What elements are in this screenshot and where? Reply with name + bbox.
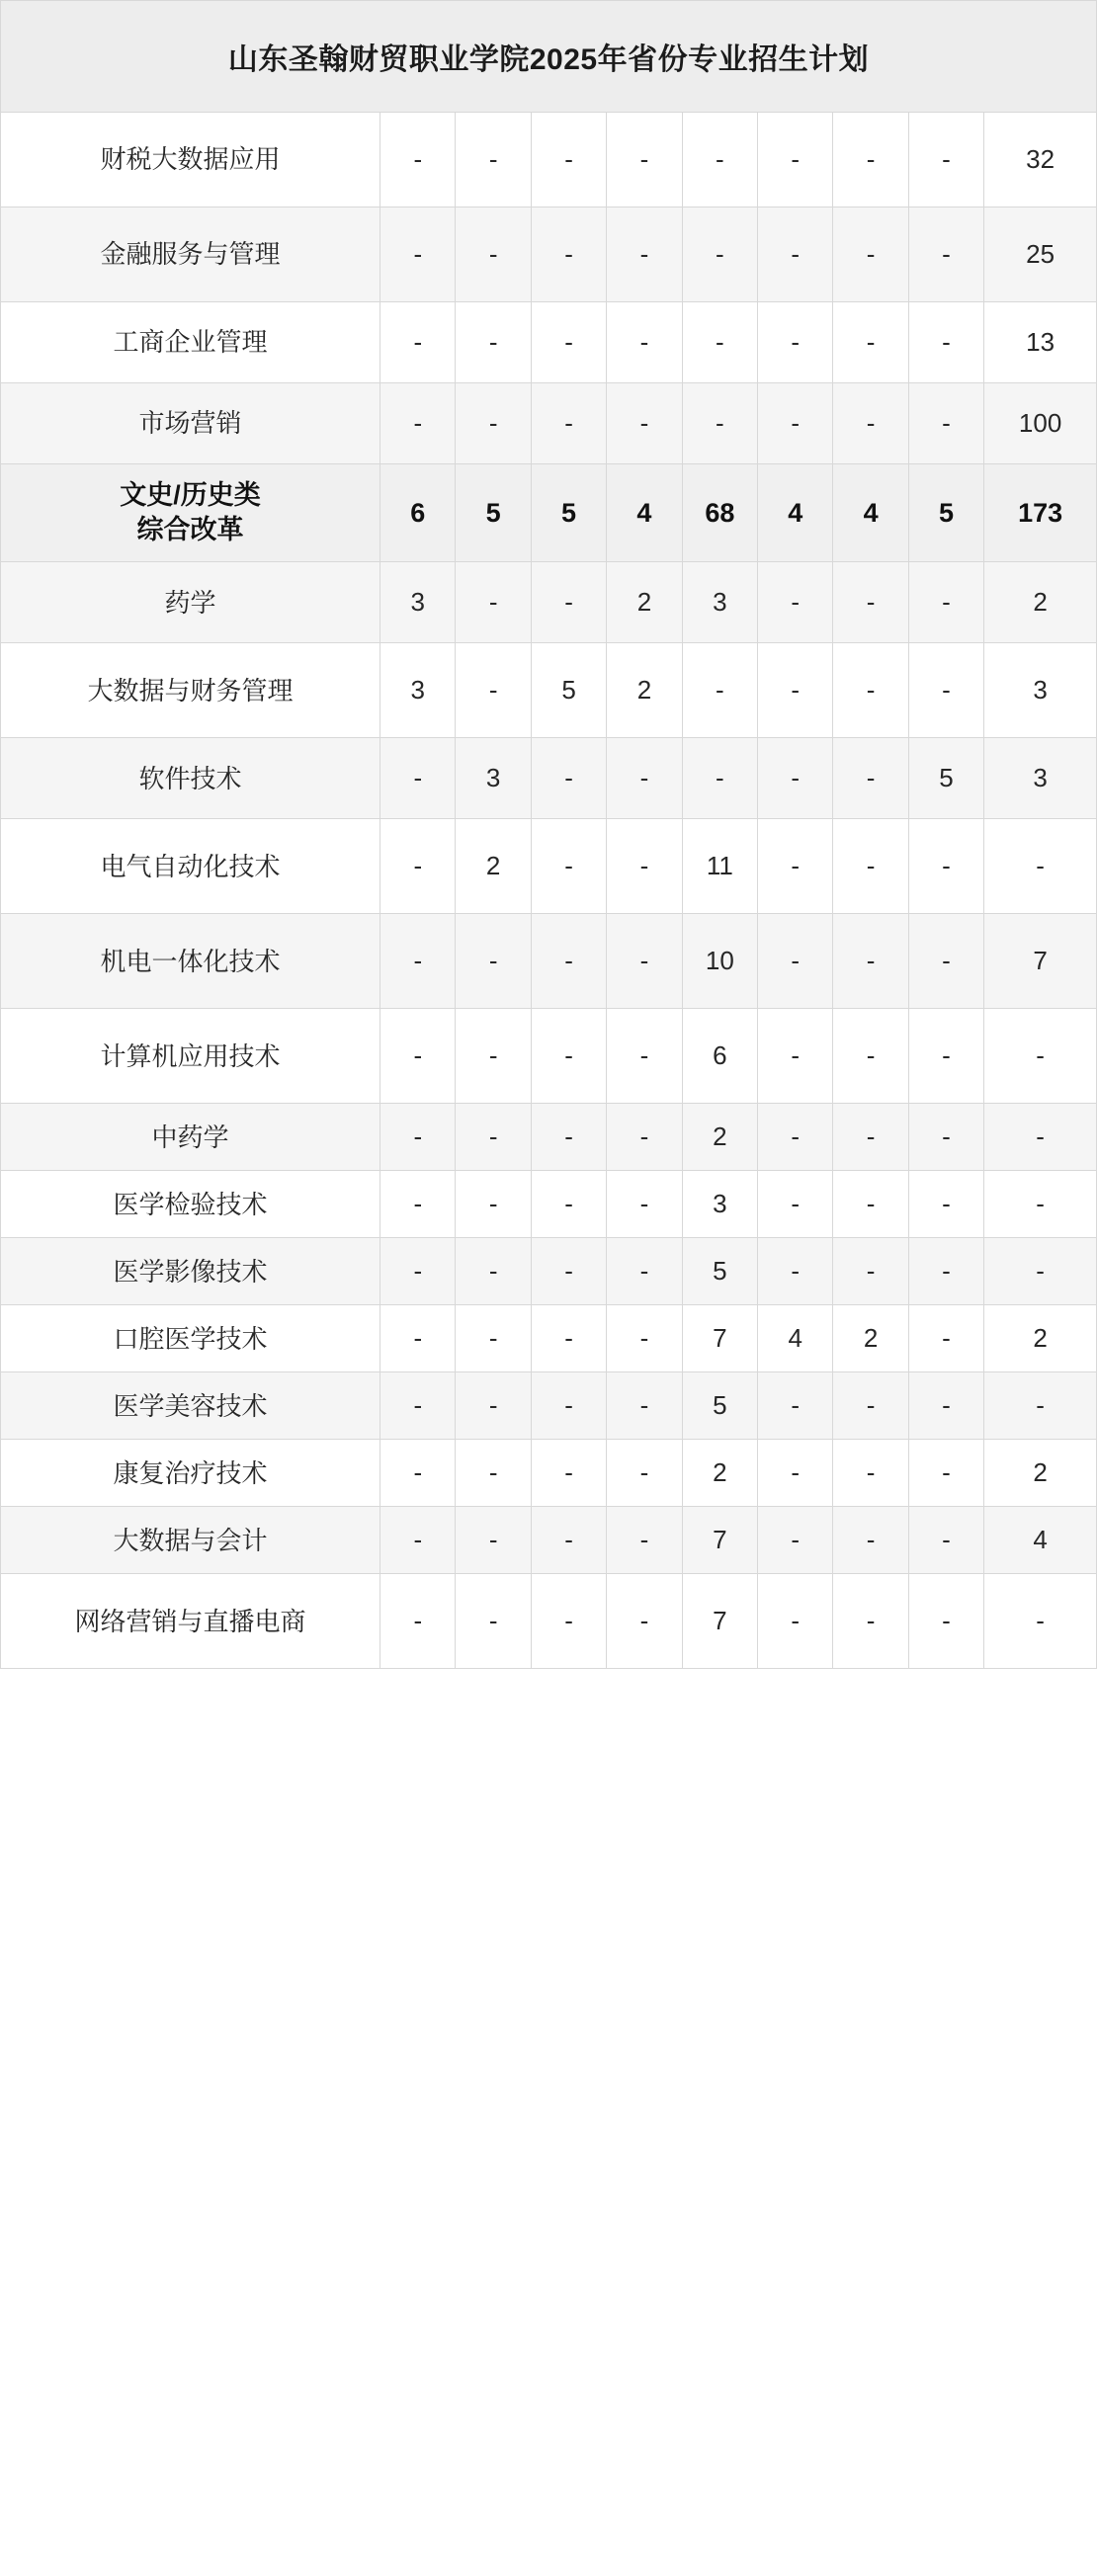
- plan-value-cell: -: [833, 208, 908, 302]
- major-name-cell: 药学: [1, 562, 380, 643]
- plan-value-cell: -: [908, 208, 983, 302]
- plan-value-cell: 6: [682, 1009, 757, 1104]
- plan-value-cell: 3: [682, 562, 757, 643]
- plan-value-cell: -: [531, 819, 606, 914]
- plan-value-cell: -: [607, 1171, 682, 1238]
- table-title-row: [1, 1, 1097, 113]
- major-name-cell: 医学美容技术: [1, 1372, 380, 1440]
- plan-value-cell: 2: [984, 1305, 1097, 1372]
- plan-value-cell: -: [456, 643, 531, 738]
- plan-value-cell: -: [682, 113, 757, 208]
- plan-value-cell: -: [908, 1372, 983, 1440]
- plan-value-cell: 2: [682, 1104, 757, 1171]
- plan-value-cell: -: [758, 1104, 833, 1171]
- plan-value-cell: -: [833, 1440, 908, 1507]
- plan-value-cell: 7: [984, 914, 1097, 1009]
- page-title: 山东圣翰财贸职业学院2025年省份专业招生计划: [1, 1, 1097, 113]
- plan-value-cell: -: [833, 1372, 908, 1440]
- plan-value-cell: 5: [682, 1372, 757, 1440]
- plan-value-cell: 10: [682, 914, 757, 1009]
- plan-value-cell: -: [758, 1574, 833, 1669]
- plan-value-cell: -: [380, 113, 456, 208]
- plan-value-cell: 5: [908, 738, 983, 819]
- plan-value-cell: -: [607, 914, 682, 1009]
- plan-value-cell: -: [758, 383, 833, 464]
- plan-value-cell: 4: [984, 1507, 1097, 1574]
- plan-value-cell: -: [758, 1171, 833, 1238]
- table-row: [1, 208, 1097, 302]
- plan-value-cell: -: [380, 738, 456, 819]
- plan-value-cell: -: [456, 1507, 531, 1574]
- plan-value-cell: -: [833, 1238, 908, 1305]
- plan-value-cell: -: [984, 819, 1097, 914]
- plan-value-cell: -: [380, 1305, 456, 1372]
- plan-value-cell: -: [682, 643, 757, 738]
- plan-value-cell: -: [908, 1009, 983, 1104]
- plan-value-cell: -: [607, 1009, 682, 1104]
- plan-value-cell: -: [607, 208, 682, 302]
- plan-value-cell: -: [380, 302, 456, 383]
- table-row: [1, 1372, 1097, 1440]
- major-name-cell: 机电一体化技术: [1, 914, 380, 1009]
- plan-value-cell: -: [380, 1507, 456, 1574]
- plan-value-cell: -: [833, 1507, 908, 1574]
- plan-value-cell: 7: [682, 1305, 757, 1372]
- plan-value-cell: -: [531, 738, 606, 819]
- plan-value-cell: -: [833, 1574, 908, 1669]
- plan-value-cell: -: [531, 1009, 606, 1104]
- table-row: [1, 464, 1097, 562]
- plan-value-cell: 68: [682, 464, 757, 562]
- major-name-cell: 文史/历史类 综合改革: [1, 464, 380, 562]
- plan-value-cell: -: [682, 738, 757, 819]
- plan-value-cell: 6: [380, 464, 456, 562]
- plan-value-cell: 4: [758, 464, 833, 562]
- plan-value-cell: -: [833, 914, 908, 1009]
- plan-value-cell: -: [607, 1440, 682, 1507]
- table-body: [1, 1, 1097, 1669]
- plan-value-cell: -: [984, 1171, 1097, 1238]
- plan-value-cell: -: [758, 562, 833, 643]
- table-row: [1, 1507, 1097, 1574]
- plan-value-cell: 2: [984, 1440, 1097, 1507]
- plan-value-cell: -: [908, 302, 983, 383]
- plan-value-cell: -: [456, 1009, 531, 1104]
- plan-value-cell: -: [531, 1574, 606, 1669]
- table-row: [1, 113, 1097, 208]
- plan-value-cell: -: [758, 643, 833, 738]
- plan-value-cell: 5: [531, 464, 606, 562]
- table-row: [1, 1238, 1097, 1305]
- major-name-cell: 财税大数据应用: [1, 113, 380, 208]
- plan-value-cell: -: [456, 914, 531, 1009]
- plan-value-cell: -: [984, 1372, 1097, 1440]
- plan-value-cell: -: [833, 383, 908, 464]
- plan-value-cell: 4: [833, 464, 908, 562]
- major-name-cell: 医学影像技术: [1, 1238, 380, 1305]
- plan-value-cell: -: [833, 562, 908, 643]
- plan-value-cell: -: [607, 1104, 682, 1171]
- plan-value-cell: -: [531, 1507, 606, 1574]
- table-row: [1, 914, 1097, 1009]
- plan-value-cell: 3: [380, 562, 456, 643]
- plan-value-cell: 5: [531, 643, 606, 738]
- plan-value-cell: 7: [682, 1507, 757, 1574]
- plan-value-cell: -: [758, 819, 833, 914]
- plan-value-cell: -: [758, 914, 833, 1009]
- plan-value-cell: -: [682, 383, 757, 464]
- plan-value-cell: -: [531, 1171, 606, 1238]
- plan-value-cell: 5: [908, 464, 983, 562]
- table-row: [1, 1104, 1097, 1171]
- plan-value-cell: 2: [984, 562, 1097, 643]
- plan-value-cell: 7: [682, 1574, 757, 1669]
- plan-value-cell: 3: [456, 738, 531, 819]
- plan-value-cell: -: [456, 1238, 531, 1305]
- plan-value-cell: -: [984, 1574, 1097, 1669]
- major-name-cell: 市场营销: [1, 383, 380, 464]
- plan-value-cell: -: [607, 302, 682, 383]
- plan-value-cell: -: [833, 819, 908, 914]
- plan-value-cell: -: [380, 1171, 456, 1238]
- plan-value-cell: 2: [607, 643, 682, 738]
- plan-value-cell: -: [456, 1440, 531, 1507]
- plan-value-cell: -: [908, 383, 983, 464]
- plan-value-cell: -: [456, 383, 531, 464]
- plan-value-cell: -: [607, 1238, 682, 1305]
- plan-value-cell: 2: [833, 1305, 908, 1372]
- plan-value-cell: 5: [682, 1238, 757, 1305]
- plan-value-cell: 25: [984, 208, 1097, 302]
- plan-value-cell: -: [531, 113, 606, 208]
- plan-value-cell: -: [607, 1372, 682, 1440]
- table-row: [1, 383, 1097, 464]
- plan-value-cell: 3: [682, 1171, 757, 1238]
- plan-value-cell: -: [908, 819, 983, 914]
- plan-value-cell: -: [607, 1507, 682, 1574]
- table-row: [1, 1440, 1097, 1507]
- plan-value-cell: -: [380, 208, 456, 302]
- plan-value-cell: -: [456, 562, 531, 643]
- plan-value-cell: -: [531, 383, 606, 464]
- plan-value-cell: -: [908, 1574, 983, 1669]
- plan-value-cell: -: [456, 1372, 531, 1440]
- plan-value-cell: -: [833, 1104, 908, 1171]
- plan-value-cell: -: [380, 1104, 456, 1171]
- plan-value-cell: -: [456, 113, 531, 208]
- plan-value-cell: -: [607, 819, 682, 914]
- major-name-cell: 电气自动化技术: [1, 819, 380, 914]
- major-name-cell: 康复治疗技术: [1, 1440, 380, 1507]
- plan-value-cell: -: [758, 738, 833, 819]
- table-row: [1, 738, 1097, 819]
- plan-value-cell: -: [908, 1507, 983, 1574]
- plan-value-cell: -: [531, 1372, 606, 1440]
- plan-value-cell: 3: [984, 738, 1097, 819]
- plan-value-cell: -: [908, 643, 983, 738]
- plan-value-cell: -: [833, 1171, 908, 1238]
- plan-value-cell: -: [380, 914, 456, 1009]
- plan-value-cell: 11: [682, 819, 757, 914]
- plan-value-cell: -: [682, 208, 757, 302]
- plan-value-cell: -: [456, 302, 531, 383]
- plan-value-cell: -: [833, 643, 908, 738]
- plan-value-cell: 4: [607, 464, 682, 562]
- plan-value-cell: -: [456, 1171, 531, 1238]
- plan-value-cell: -: [607, 1574, 682, 1669]
- table-row: [1, 302, 1097, 383]
- plan-value-cell: -: [531, 1305, 606, 1372]
- plan-value-cell: -: [607, 738, 682, 819]
- table-row: [1, 643, 1097, 738]
- major-name-cell: 口腔医学技术: [1, 1305, 380, 1372]
- plan-value-cell: -: [456, 1104, 531, 1171]
- plan-value-cell: -: [758, 1440, 833, 1507]
- plan-value-cell: -: [380, 1009, 456, 1104]
- plan-value-cell: -: [531, 914, 606, 1009]
- plan-value-cell: -: [908, 562, 983, 643]
- plan-value-cell: -: [380, 1372, 456, 1440]
- plan-value-cell: 5: [456, 464, 531, 562]
- plan-value-cell: -: [833, 1009, 908, 1104]
- plan-value-cell: -: [833, 302, 908, 383]
- plan-value-cell: -: [607, 113, 682, 208]
- plan-value-cell: -: [758, 1009, 833, 1104]
- table-row: [1, 1305, 1097, 1372]
- plan-value-cell: -: [908, 1440, 983, 1507]
- plan-value-cell: 2: [607, 562, 682, 643]
- plan-value-cell: -: [758, 302, 833, 383]
- plan-value-cell: -: [607, 383, 682, 464]
- plan-value-cell: -: [456, 208, 531, 302]
- plan-value-cell: 13: [984, 302, 1097, 383]
- major-name-cell: 金融服务与管理: [1, 208, 380, 302]
- table-row: [1, 1171, 1097, 1238]
- plan-value-cell: -: [758, 113, 833, 208]
- plan-value-cell: -: [908, 113, 983, 208]
- plan-value-cell: 173: [984, 464, 1097, 562]
- plan-value-cell: -: [758, 208, 833, 302]
- plan-value-cell: 2: [682, 1440, 757, 1507]
- plan-value-cell: -: [531, 562, 606, 643]
- plan-value-cell: -: [456, 1305, 531, 1372]
- plan-value-cell: -: [908, 1171, 983, 1238]
- plan-value-cell: -: [833, 113, 908, 208]
- table-row: [1, 562, 1097, 643]
- plan-value-cell: -: [984, 1009, 1097, 1104]
- plan-value-cell: -: [380, 383, 456, 464]
- plan-value-cell: -: [456, 1574, 531, 1669]
- plan-value-cell: 3: [380, 643, 456, 738]
- plan-value-cell: -: [984, 1238, 1097, 1305]
- table-row: [1, 1009, 1097, 1104]
- plan-value-cell: -: [908, 914, 983, 1009]
- plan-value-cell: -: [984, 1104, 1097, 1171]
- plan-value-cell: -: [682, 302, 757, 383]
- plan-value-cell: -: [607, 1305, 682, 1372]
- plan-value-cell: -: [833, 738, 908, 819]
- major-name-cell: 工商企业管理: [1, 302, 380, 383]
- major-name-cell: 软件技术: [1, 738, 380, 819]
- plan-value-cell: -: [531, 1104, 606, 1171]
- major-name-cell: 计算机应用技术: [1, 1009, 380, 1104]
- major-name-cell: 医学检验技术: [1, 1171, 380, 1238]
- table-row: [1, 819, 1097, 914]
- plan-value-cell: -: [758, 1238, 833, 1305]
- plan-value-cell: -: [531, 1238, 606, 1305]
- plan-value-cell: -: [908, 1104, 983, 1171]
- plan-value-cell: 32: [984, 113, 1097, 208]
- plan-value-cell: -: [758, 1507, 833, 1574]
- plan-value-cell: -: [531, 208, 606, 302]
- plan-value-cell: -: [380, 1238, 456, 1305]
- major-name-cell: 中药学: [1, 1104, 380, 1171]
- plan-value-cell: 3: [984, 643, 1097, 738]
- plan-value-cell: -: [908, 1305, 983, 1372]
- major-name-cell: 大数据与会计: [1, 1507, 380, 1574]
- plan-value-cell: -: [758, 1372, 833, 1440]
- plan-value-cell: -: [380, 819, 456, 914]
- major-name-cell: 网络营销与直播电商: [1, 1574, 380, 1669]
- plan-value-cell: -: [380, 1440, 456, 1507]
- plan-value-cell: -: [531, 302, 606, 383]
- plan-value-cell: 4: [758, 1305, 833, 1372]
- plan-value-cell: -: [531, 1440, 606, 1507]
- plan-value-cell: -: [908, 1238, 983, 1305]
- plan-value-cell: -: [380, 1574, 456, 1669]
- major-name-cell: 大数据与财务管理: [1, 643, 380, 738]
- plan-value-cell: 2: [456, 819, 531, 914]
- table-row: [1, 1574, 1097, 1669]
- plan-value-cell: 100: [984, 383, 1097, 464]
